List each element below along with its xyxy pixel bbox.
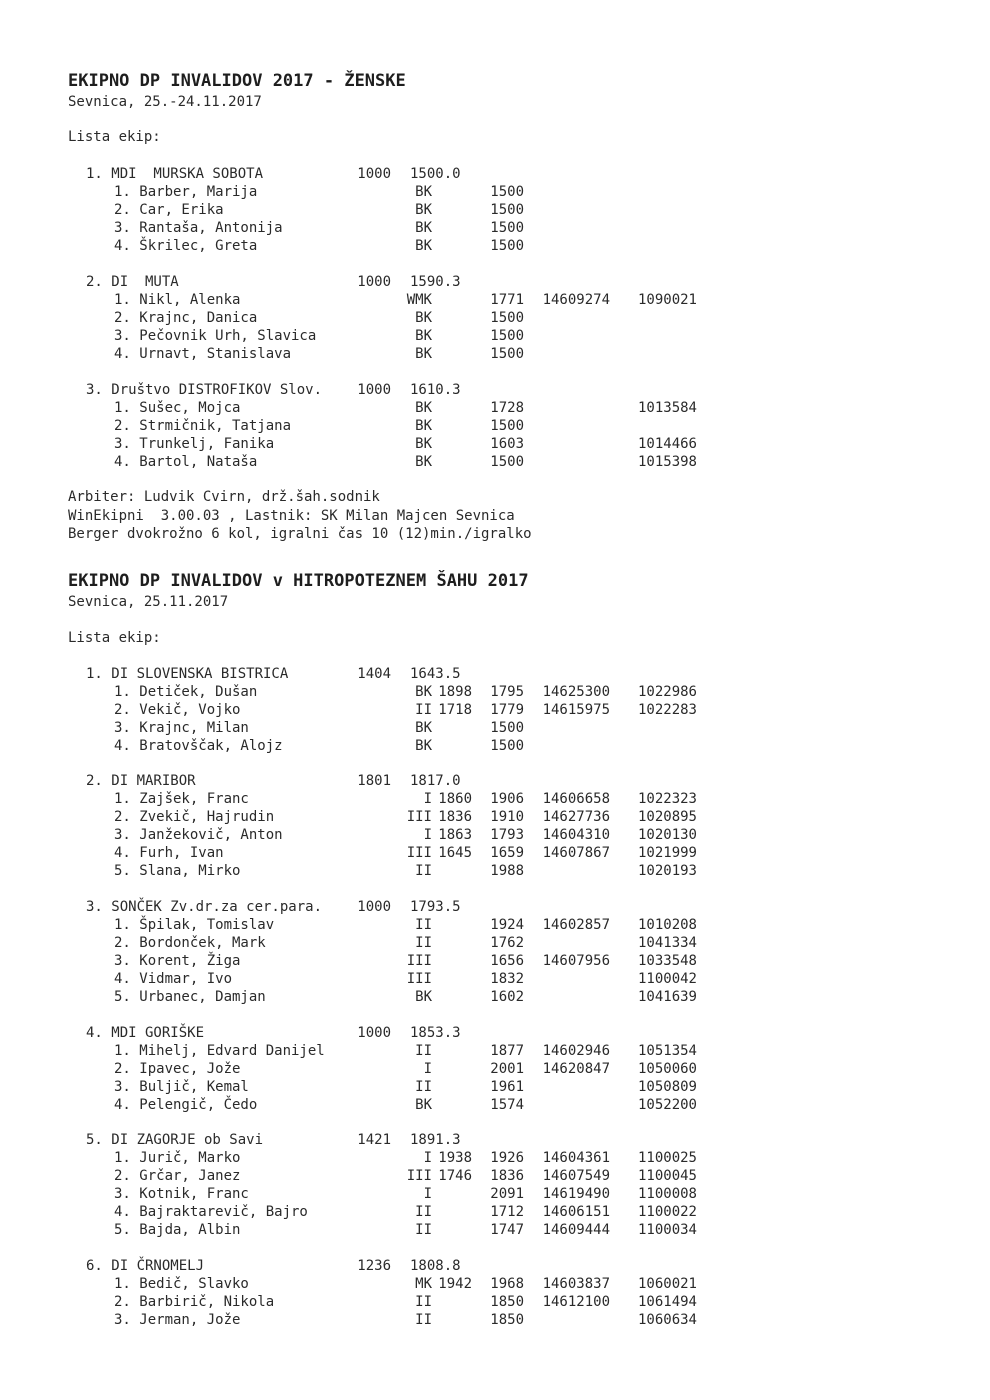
player-category: BK <box>415 346 432 362</box>
player-fide-id: 14619490 <box>542 1186 610 1202</box>
team-header <box>0 1131 990 1149</box>
team-average: 1817.0 <box>410 773 461 789</box>
player-fide-id: 14612100 <box>542 1294 610 1310</box>
player-national-id: 1020130 <box>637 827 697 843</box>
player-elo: 1906 <box>490 791 524 807</box>
team-rating: 1801 <box>357 773 391 789</box>
player-national-id: 1051354 <box>637 1043 697 1059</box>
team-name: 4. MDI GORIŠKE <box>86 1025 205 1041</box>
player-name: 3. Jerman, Jože <box>114 1312 241 1328</box>
player-name: 2. Barbirič, Nikola <box>114 1294 275 1310</box>
player-name: 1. Barber, Marija <box>114 184 258 200</box>
player-elo: 1500 <box>490 310 524 326</box>
player-elo: 1500 <box>490 238 524 254</box>
player-national-id: 1015398 <box>637 454 697 470</box>
player-national-id: 1020895 <box>637 809 697 825</box>
team-rating: 1421 <box>357 1132 391 1148</box>
player-category: BK <box>415 989 432 1005</box>
player-elo: 1500 <box>490 202 524 218</box>
player-name: 2. Ipavec, Jože <box>114 1061 241 1077</box>
player-row <box>0 417 990 435</box>
player-national-id: 1050060 <box>637 1061 697 1077</box>
player-fide-id: 14602946 <box>542 1043 610 1059</box>
player-category: BK <box>415 310 432 326</box>
player-row <box>0 345 990 363</box>
player-rating: 1898 <box>438 684 472 700</box>
player-rating: 1645 <box>438 845 472 861</box>
player-category: BK <box>415 454 432 470</box>
player-rating: 1938 <box>438 1150 472 1166</box>
player-national-id: 1060634 <box>637 1312 697 1328</box>
player-category: II <box>415 935 432 951</box>
player-row <box>0 1221 990 1239</box>
player-category: I <box>423 1186 432 1202</box>
player-row <box>0 1167 990 1185</box>
player-row <box>0 1203 990 1221</box>
player-elo: 1574 <box>490 1097 524 1113</box>
player-name: 4. Bartol, Nataša <box>114 454 258 470</box>
player-row <box>0 952 990 970</box>
player-name: 4. Pelengič, Čedo <box>114 1097 258 1113</box>
player-row <box>0 1275 990 1293</box>
team-name: 6. DI ČRNOMELJ <box>86 1258 205 1274</box>
team-name: 2. DI MARIBOR <box>86 773 196 789</box>
player-category: III <box>406 809 432 825</box>
player-category: BK <box>415 1097 432 1113</box>
player-elo: 1500 <box>490 454 524 470</box>
team-rating: 1236 <box>357 1258 391 1274</box>
player-category: II <box>415 863 432 879</box>
player-elo: 1500 <box>490 720 524 736</box>
player-name: 1. Detiček, Dušan <box>114 684 258 700</box>
player-category: II <box>415 1079 432 1095</box>
player-name: 5. Slana, Mirko <box>114 863 241 879</box>
player-national-id: 1013584 <box>637 400 697 416</box>
player-row <box>0 1149 990 1167</box>
footer-line: Arbiter: Ludvik Cvirn, drž.šah.sodnik <box>68 489 380 505</box>
player-name: 1. Bedič, Slavko <box>114 1276 249 1292</box>
player-row <box>0 453 990 471</box>
player-row <box>0 1042 990 1060</box>
player-national-id: 1052200 <box>637 1097 697 1113</box>
player-fide-id: 14604361 <box>542 1150 610 1166</box>
player-category: III <box>406 953 432 969</box>
player-elo: 1747 <box>490 1222 524 1238</box>
player-national-id: 1100008 <box>637 1186 697 1202</box>
player-row <box>0 309 990 327</box>
player-category: BK <box>415 220 432 236</box>
player-name: 4. Furh, Ivan <box>114 845 224 861</box>
player-row <box>0 701 990 719</box>
player-elo: 1924 <box>490 917 524 933</box>
player-elo: 1910 <box>490 809 524 825</box>
player-category: II <box>415 1204 432 1220</box>
player-fide-id: 14607956 <box>542 953 610 969</box>
player-national-id: 1100045 <box>637 1168 697 1184</box>
team-header <box>0 273 990 291</box>
player-elo: 1659 <box>490 845 524 861</box>
player-row <box>0 435 990 453</box>
player-name: 3. Krajnc, Milan <box>114 720 249 736</box>
player-name: 2. Bordonček, Mark <box>114 935 266 951</box>
player-category: I <box>423 827 432 843</box>
player-elo: 1500 <box>490 418 524 434</box>
player-name: 4. Bratovščak, Alojz <box>114 738 283 754</box>
player-fide-id: 14609444 <box>542 1222 610 1238</box>
section-title: EKIPNO DP INVALIDOV v HITROPOTEZNEM ŠAHU 2017 <box>68 571 529 591</box>
team-average: 1610.3 <box>410 382 461 398</box>
player-category: BK <box>415 328 432 344</box>
player-rating: 1860 <box>438 791 472 807</box>
player-row <box>0 183 990 201</box>
player-row <box>0 291 990 309</box>
player-name: 1. Mihelj, Edvard Danijel <box>114 1043 325 1059</box>
team-average: 1590.3 <box>410 274 461 290</box>
player-row <box>0 826 990 844</box>
player-national-id: 1100025 <box>637 1150 697 1166</box>
player-category: III <box>406 845 432 861</box>
team-list-label: Lista ekip: <box>68 630 161 646</box>
player-elo: 1832 <box>490 971 524 987</box>
player-name: 1. Jurič, Marko <box>114 1150 241 1166</box>
player-row <box>0 237 990 255</box>
player-row <box>0 399 990 417</box>
player-row <box>0 1185 990 1203</box>
player-rating: 1863 <box>438 827 472 843</box>
team-name: 1. MDI MURSKA SOBOTA <box>86 166 264 182</box>
player-row <box>0 934 990 952</box>
player-name: 3. Buljič, Kemal <box>114 1079 249 1095</box>
player-row <box>0 1311 990 1329</box>
player-elo: 1779 <box>490 702 524 718</box>
player-category: II <box>415 1312 432 1328</box>
player-name: 4. Bajraktarevič, Bajro <box>114 1204 308 1220</box>
player-name: 1. Špilak, Tomislav <box>114 917 275 933</box>
player-category: II <box>415 1294 432 1310</box>
player-name: 2. Zvekič, Hajrudin <box>114 809 275 825</box>
player-row <box>0 790 990 808</box>
player-fide-id: 14625300 <box>542 684 610 700</box>
player-elo: 1836 <box>490 1168 524 1184</box>
player-category: I <box>423 791 432 807</box>
player-row <box>0 683 990 701</box>
team-header <box>0 1257 990 1275</box>
player-category: MK <box>415 1276 432 1292</box>
team-name: 1. DI SLOVENSKA BISTRICA <box>86 666 289 682</box>
player-elo: 1602 <box>490 989 524 1005</box>
player-elo: 1795 <box>490 684 524 700</box>
team-average: 1808.8 <box>410 1258 461 1274</box>
player-row <box>0 988 990 1006</box>
player-category: II <box>415 1043 432 1059</box>
player-row <box>0 1096 990 1114</box>
player-elo: 1728 <box>490 400 524 416</box>
team-header <box>0 772 990 790</box>
player-name: 2. Car, Erika <box>114 202 224 218</box>
player-national-id: 1022986 <box>637 684 697 700</box>
player-name: 1. Zajšek, Franc <box>114 791 249 807</box>
player-elo: 1500 <box>490 346 524 362</box>
player-name: 3. Pečovnik Urh, Slavica <box>114 328 317 344</box>
player-elo: 1968 <box>490 1276 524 1292</box>
team-rating: 1000 <box>357 274 391 290</box>
team-rating: 1000 <box>357 899 391 915</box>
player-row <box>0 219 990 237</box>
footer-line: WinEkipni 3.00.03 , Lastnik: SK Milan Majcen Sevnica <box>68 508 515 524</box>
player-national-id: 1050809 <box>637 1079 697 1095</box>
player-name: 5. Bajda, Albin <box>114 1222 241 1238</box>
player-elo: 1500 <box>490 738 524 754</box>
team-average: 1500.0 <box>410 166 461 182</box>
player-fide-id: 14607549 <box>542 1168 610 1184</box>
player-name: 3. Trunkelj, Fanika <box>114 436 275 452</box>
player-row <box>0 737 990 755</box>
player-national-id: 1020193 <box>637 863 697 879</box>
team-header <box>0 381 990 399</box>
player-row <box>0 201 990 219</box>
player-elo: 1603 <box>490 436 524 452</box>
player-fide-id: 14607867 <box>542 845 610 861</box>
player-category: BK <box>415 684 432 700</box>
player-elo: 2091 <box>490 1186 524 1202</box>
player-fide-id: 14603837 <box>542 1276 610 1292</box>
player-category: BK <box>415 738 432 754</box>
player-name: 5. Urbanec, Damjan <box>114 989 266 1005</box>
player-name: 3. Janžekovič, Anton <box>114 827 283 843</box>
player-rating: 1836 <box>438 809 472 825</box>
team-average: 1793.5 <box>410 899 461 915</box>
player-national-id: 1060021 <box>637 1276 697 1292</box>
player-category: BK <box>415 184 432 200</box>
player-row <box>0 862 990 880</box>
player-national-id: 1061494 <box>637 1294 697 1310</box>
team-header <box>0 165 990 183</box>
player-row <box>0 970 990 988</box>
player-rating: 1746 <box>438 1168 472 1184</box>
player-fide-id: 14620847 <box>542 1061 610 1077</box>
player-fide-id: 14606658 <box>542 791 610 807</box>
section-subtitle: Sevnica, 25.-24.11.2017 <box>68 94 262 110</box>
player-fide-id: 14606151 <box>542 1204 610 1220</box>
player-category: BK <box>415 436 432 452</box>
player-rating: 1942 <box>438 1276 472 1292</box>
player-elo: 1712 <box>490 1204 524 1220</box>
section-title: EKIPNO DP INVALIDOV 2017 - ŽENSKE <box>68 71 406 91</box>
player-name: 3. Rantaša, Antonija <box>114 220 283 236</box>
player-national-id: 1022323 <box>637 791 697 807</box>
player-name: 2. Krajnc, Danica <box>114 310 258 326</box>
player-name: 2. Strmičnik, Tatjana <box>114 418 292 434</box>
player-rating: 1718 <box>438 702 472 718</box>
team-average: 1853.3 <box>410 1025 461 1041</box>
player-category: II <box>415 702 432 718</box>
player-row <box>0 844 990 862</box>
player-national-id: 1014466 <box>637 436 697 452</box>
player-category: BK <box>415 418 432 434</box>
team-list-label: Lista ekip: <box>68 129 161 145</box>
team-name: 5. DI ZAGORJE ob Savi <box>86 1132 264 1148</box>
player-name: 4. Vidmar, Ivo <box>114 971 233 987</box>
player-elo: 1926 <box>490 1150 524 1166</box>
player-category: BK <box>415 202 432 218</box>
player-elo: 1988 <box>490 863 524 879</box>
player-elo: 2001 <box>490 1061 524 1077</box>
player-elo: 1961 <box>490 1079 524 1095</box>
player-category: II <box>415 1222 432 1238</box>
player-row <box>0 916 990 934</box>
player-name: 4. Škrilec, Greta <box>114 238 258 254</box>
player-fide-id: 14609274 <box>542 292 610 308</box>
team-average: 1891.3 <box>410 1132 461 1148</box>
player-category: III <box>406 971 432 987</box>
player-national-id: 1100022 <box>637 1204 697 1220</box>
player-row <box>0 808 990 826</box>
team-average: 1643.5 <box>410 666 461 682</box>
player-row <box>0 1293 990 1311</box>
footer-line: Berger dvokrožno 6 kol, igralni čas 10 (12)min./igralko <box>68 526 532 542</box>
player-category: BK <box>415 238 432 254</box>
player-national-id: 1022283 <box>637 702 697 718</box>
player-elo: 1877 <box>490 1043 524 1059</box>
player-national-id: 1021999 <box>637 845 697 861</box>
team-rating: 1000 <box>357 166 391 182</box>
player-category: II <box>415 917 432 933</box>
player-row <box>0 719 990 737</box>
player-row <box>0 1060 990 1078</box>
player-row <box>0 327 990 345</box>
team-name: 2. DI MUTA <box>86 274 179 290</box>
player-elo: 1850 <box>490 1294 524 1310</box>
team-rating: 1404 <box>357 666 391 682</box>
player-category: III <box>406 1168 432 1184</box>
player-elo: 1793 <box>490 827 524 843</box>
player-national-id: 1100042 <box>637 971 697 987</box>
player-national-id: 1041334 <box>637 935 697 951</box>
player-national-id: 1090021 <box>637 292 697 308</box>
player-name: 4. Urnavt, Stanislava <box>114 346 292 362</box>
player-category: WMK <box>406 292 432 308</box>
player-name: 2. Vekič, Vojko <box>114 702 241 718</box>
player-elo: 1850 <box>490 1312 524 1328</box>
player-elo: 1500 <box>490 220 524 236</box>
team-name: 3. Društvo DISTROFIKOV Slov. <box>86 382 323 398</box>
player-category: I <box>423 1061 432 1077</box>
player-elo: 1500 <box>490 184 524 200</box>
team-header <box>0 1024 990 1042</box>
player-name: 1. Nikl, Alenka <box>114 292 241 308</box>
player-fide-id: 14602857 <box>542 917 610 933</box>
team-header <box>0 898 990 916</box>
player-national-id: 1041639 <box>637 989 697 1005</box>
team-header <box>0 665 990 683</box>
team-rating: 1000 <box>357 1025 391 1041</box>
player-national-id: 1100034 <box>637 1222 697 1238</box>
player-name: 2. Grčar, Janez <box>114 1168 241 1184</box>
player-row <box>0 1078 990 1096</box>
player-category: BK <box>415 400 432 416</box>
player-name: 1. Sušec, Mojca <box>114 400 241 416</box>
player-fide-id: 14615975 <box>542 702 610 718</box>
player-fide-id: 14627736 <box>542 809 610 825</box>
player-category: I <box>423 1150 432 1166</box>
player-national-id: 1033548 <box>637 953 697 969</box>
player-elo: 1771 <box>490 292 524 308</box>
team-rating: 1000 <box>357 382 391 398</box>
player-elo: 1762 <box>490 935 524 951</box>
player-fide-id: 14604310 <box>542 827 610 843</box>
player-name: 3. Kotnik, Franc <box>114 1186 249 1202</box>
player-name: 3. Korent, Žiga <box>114 953 241 969</box>
player-elo: 1500 <box>490 328 524 344</box>
player-elo: 1656 <box>490 953 524 969</box>
team-name: 3. SONČEK Zv.dr.za cer.para. <box>86 899 323 915</box>
section-subtitle: Sevnica, 25.11.2017 <box>68 594 229 610</box>
player-national-id: 1010208 <box>637 917 697 933</box>
player-category: BK <box>415 720 432 736</box>
